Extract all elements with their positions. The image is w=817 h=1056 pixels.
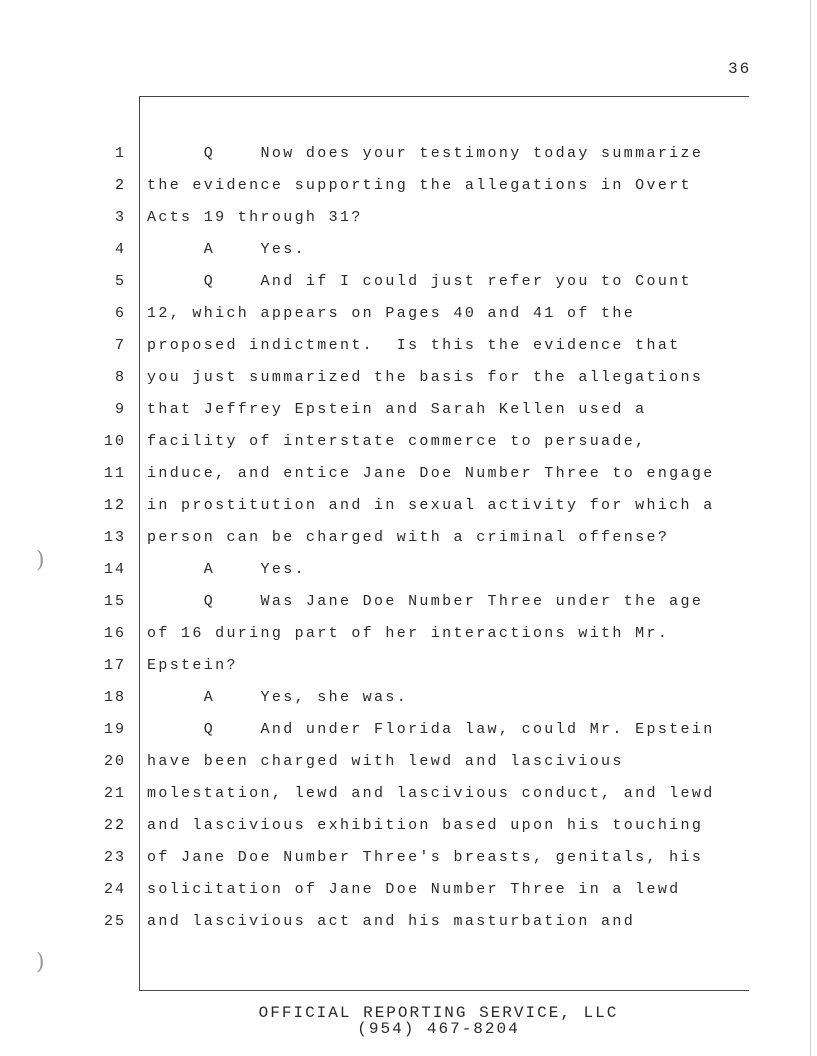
line-text: Q Was Jane Doe Number Three under the age <box>147 593 704 610</box>
line-text: and lascivious act and his masturbation and <box>147 913 636 930</box>
transcript-line <box>0 877 817 909</box>
transcript-line <box>0 717 817 749</box>
line-number: 2 <box>114 177 126 194</box>
line-text: that Jeffrey Epstein and Sarah Kellen used a <box>147 401 647 418</box>
line-text: induce, and entice Jane Doe Number Three to engage <box>147 465 715 482</box>
line-number: 20 <box>103 753 126 770</box>
line-number: 19 <box>103 721 126 738</box>
line-text: the evidence supporting the allegations in Overt <box>147 177 692 194</box>
line-text: Epstein? <box>147 657 238 674</box>
hole-punch-mark: ) <box>36 548 45 573</box>
transcript-line <box>0 237 817 269</box>
line-text: you just summarized the basis for the allegations <box>147 369 704 386</box>
line-text: have been charged with lewd and lascivious <box>147 753 624 770</box>
line-number: 8 <box>114 369 126 386</box>
transcript-line <box>0 429 817 461</box>
frame-top-rule <box>139 96 749 97</box>
line-number: 7 <box>114 337 126 354</box>
line-number: 17 <box>103 657 126 674</box>
line-number: 9 <box>114 401 126 418</box>
transcript-line <box>0 621 817 653</box>
line-text: Q And if I could just refer you to Count <box>147 273 692 290</box>
line-number: 6 <box>114 305 126 322</box>
transcript-line <box>0 557 817 589</box>
transcript-line <box>0 653 817 685</box>
hole-punch-mark: ) <box>36 950 45 975</box>
line-text: and lascivious exhibition based upon his touching <box>147 817 704 834</box>
transcript-line <box>0 141 817 173</box>
line-number: 16 <box>103 625 126 642</box>
line-number: 3 <box>114 209 126 226</box>
transcript-line <box>0 205 817 237</box>
transcript-line <box>0 749 817 781</box>
line-text: solicitation of Jane Doe Number Three in a lewd <box>147 881 681 898</box>
line-number: 1 <box>114 145 126 162</box>
line-number: 11 <box>103 465 126 482</box>
line-text: of 16 during part of her interactions with Mr. <box>147 625 670 642</box>
line-number: 24 <box>103 881 126 898</box>
footer-company: OFFICIAL REPORTING SERVICE, LLC <box>258 1004 619 1022</box>
line-text: proposed indictment. Is this the evidence that <box>147 337 681 354</box>
line-number: 13 <box>103 529 126 546</box>
transcript-line <box>0 397 817 429</box>
line-text: molestation, lewd and lascivious conduct, and lewd <box>147 785 715 802</box>
transcript-line <box>0 269 817 301</box>
line-number: 22 <box>103 817 126 834</box>
transcript-line <box>0 845 817 877</box>
line-text: A Yes. <box>147 241 306 258</box>
line-text: A Yes, she was. <box>147 689 409 706</box>
transcript-line <box>0 333 817 365</box>
transcript-line <box>0 909 817 941</box>
line-text: in prostitution and in sexual activity for which a <box>147 497 715 514</box>
transcript-line <box>0 301 817 333</box>
line-text: person can be charged with a criminal offense? <box>147 529 670 546</box>
transcript-line <box>0 525 817 557</box>
line-number: 14 <box>103 561 126 578</box>
transcript-line <box>0 781 817 813</box>
line-text: Q Now does your testimony today summarize <box>147 145 704 162</box>
line-number: 12 <box>103 497 126 514</box>
line-text: 12, which appears on Pages 40 and 41 of the <box>147 305 636 322</box>
line-text: A Yes. <box>147 561 306 578</box>
line-text: of Jane Doe Number Three's breasts, genitals, his <box>147 849 704 866</box>
footer-phone: (954) 467-8204 <box>357 1020 520 1038</box>
line-number: 4 <box>114 241 126 258</box>
transcript-line <box>0 493 817 525</box>
line-text: Q And under Florida law, could Mr. Epstein <box>147 721 715 738</box>
transcript-line <box>0 173 817 205</box>
transcript-body <box>0 141 817 941</box>
transcript-line <box>0 365 817 397</box>
line-text: Acts 19 through 31? <box>147 209 363 226</box>
line-number: 15 <box>103 593 126 610</box>
line-text: facility of interstate commerce to persuade, <box>147 433 647 450</box>
line-number: 18 <box>103 689 126 706</box>
line-number: 10 <box>103 433 126 450</box>
transcript-line <box>0 813 817 845</box>
page-number: 36 <box>728 60 752 78</box>
line-number: 25 <box>103 913 126 930</box>
transcript-line <box>0 461 817 493</box>
frame-bottom-rule <box>139 990 749 991</box>
line-number: 21 <box>103 785 126 802</box>
line-number: 5 <box>114 273 126 290</box>
transcript-line <box>0 589 817 621</box>
line-number: 23 <box>103 849 126 866</box>
transcript-line <box>0 685 817 717</box>
